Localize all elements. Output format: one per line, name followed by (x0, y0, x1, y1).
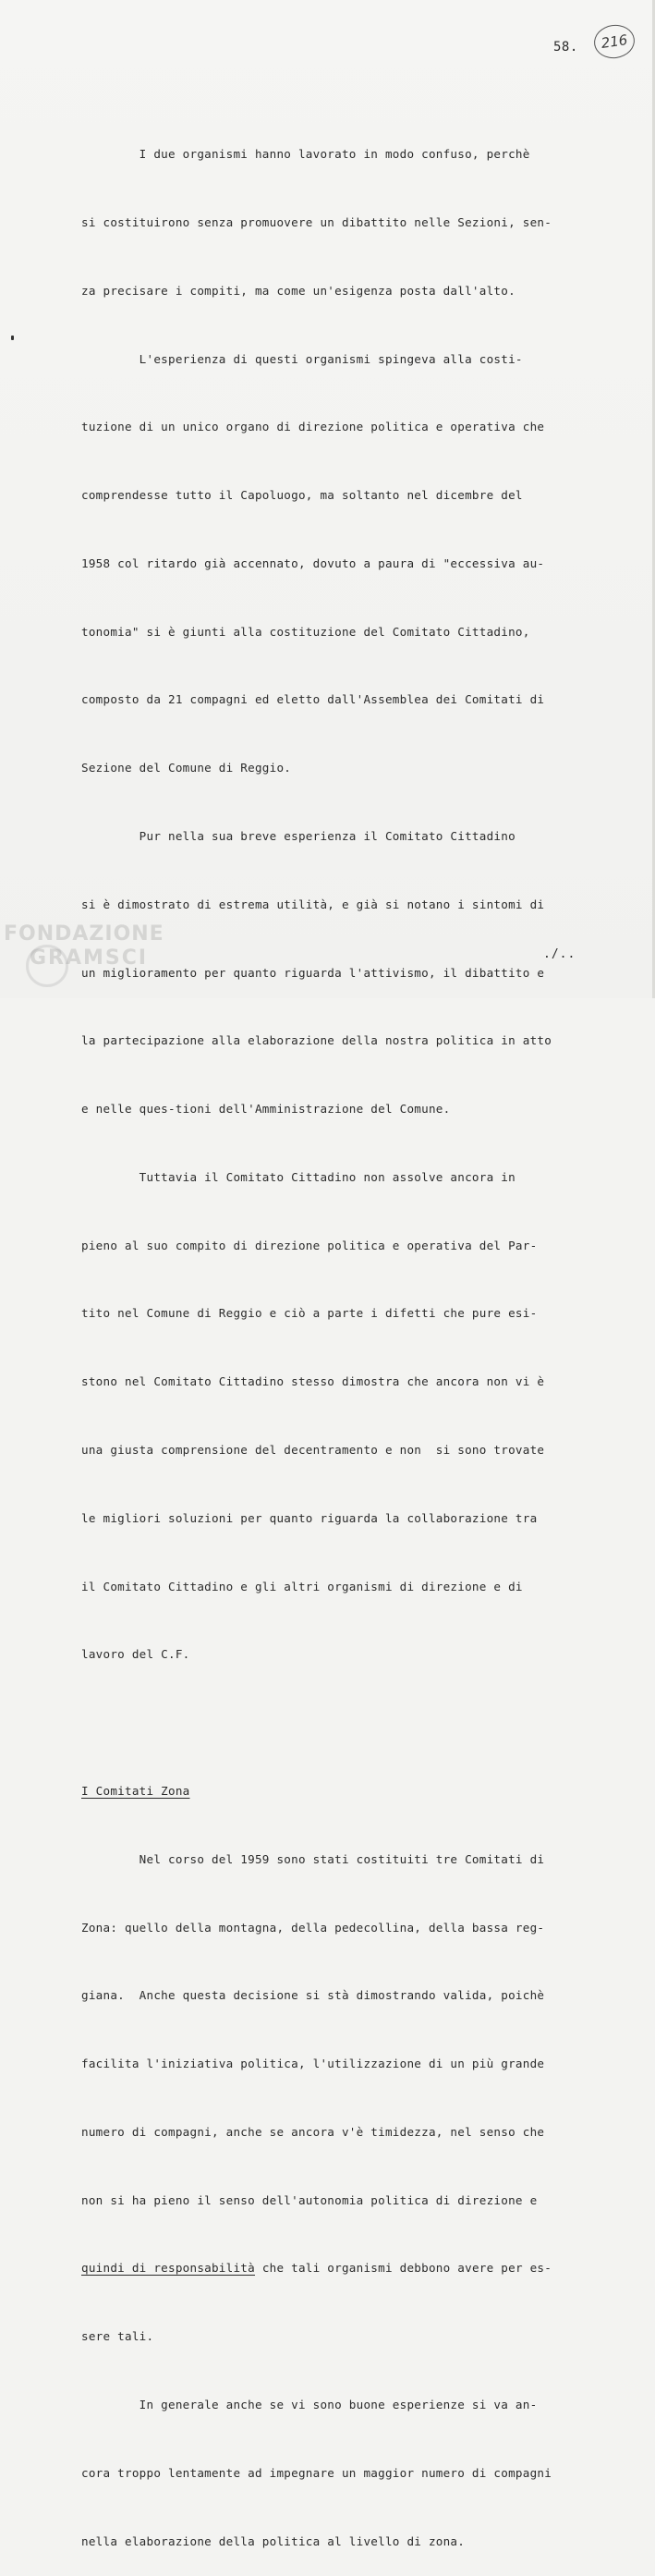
text-line-with-underline (81, 2257, 599, 2280)
archive-stamp: 216 (592, 22, 637, 61)
text-line: sere tali. (81, 2329, 154, 2344)
text-line: 1958 col ritardo già accennato, dovuto a paura di "eccessiva au- (81, 555, 545, 570)
margin-mark (11, 336, 14, 340)
watermark-line-2: GRAMSCI (30, 946, 149, 970)
text-line: non si ha pieno il senso dell'autonomia politica di direzione e (81, 2192, 538, 2207)
page-number: 58. (553, 40, 578, 55)
text-line: tuzione di un unico organo di direzione politica e operativa che (81, 420, 545, 434)
text-line: I due organismi hanno lavorato in modo confuso, perchè (81, 147, 530, 162)
text-line: giana. Anche questa decisione si stà dimostrando valida, poichè (81, 1988, 545, 2003)
paragraph-gap (81, 1712, 599, 1735)
text-line: Nel corso del 1959 sono stati costituiti tre Comitati di (81, 1851, 545, 1866)
text-line: cora troppo lentamente ad impegnare un maggior numero di compagni (81, 2465, 552, 2480)
text-line: Pur nella sua breve esperienza il Comitato Cittadino (81, 829, 516, 843)
text-line: comprendesse tutto il Capoluogo, ma soltanto nel dicembre del (81, 488, 523, 503)
text-line: composto da 21 compagni ed eletto dall'Assemblea dei Comitati di (81, 692, 545, 707)
text-line: stono nel Comitato Cittadino stesso dimostra che ancora non vi è (81, 1374, 545, 1389)
text-line: una giusta comprensione del decentramento e non si sono trovate (81, 1443, 545, 1458)
text-line: facilita l'iniziativa politica, l'utilizzazione di un più grande (81, 2057, 545, 2071)
text-line: un miglioramento per quanto riguarda l'attivismo, il dibattito e (81, 965, 545, 980)
underlined-phrase: quindi di responsabilità (81, 2261, 255, 2276)
text-line: pieno al suo compito di direzione politica e operativa del Par- (81, 1238, 538, 1252)
continuation-mark: ./.. (543, 947, 576, 961)
text-line: le migliori soluzioni per quanto riguarda la collaborazione tra (81, 1510, 538, 1525)
section-heading-line (81, 1780, 599, 1803)
text-line: Zona: quello della montagna, della pedecollina, della bassa reg- (81, 1920, 545, 1935)
text-line: e nelle ques-tioni dell'Amministrazione del Comune. (81, 1102, 451, 1117)
text-line: il Comitato Cittadino e gli altri organismi di direzione e di (81, 1579, 523, 1593)
text-line: nella elaborazione della politica al livello di zona. (81, 2533, 466, 2548)
text-line: Sezione del Comune di Reggio. (81, 761, 292, 775)
text-segment: che tali organismi debbono avere per es- (254, 2261, 552, 2276)
text-line: In generale anche se vi sono buone esperienze si va an- (81, 2397, 538, 2411)
text-line: la partecipazione alla elaborazione della nostra politica in atto (81, 1033, 552, 1048)
text-line: tito nel Comune di Reggio e ciò a parte i difetti che pure esi- (81, 1306, 538, 1321)
text-line: za precisare i compiti, ma come un'esigenza posta dall'alto. (81, 283, 516, 298)
text-line: Tuttavia il Comitato Cittadino non assolve ancora in (81, 1169, 516, 1184)
watermark-line-1: FONDAZIONE (4, 922, 164, 946)
text-line: si è dimostrato di estrema utilità, e già si notano i sintomi di (81, 897, 545, 911)
section-heading: I Comitati Zona (81, 1783, 190, 1798)
text-line: tonomia" si è giunti alla costituzione del Comitato Cittadino, (81, 624, 530, 639)
text-line: lavoro del C.F. (81, 1647, 190, 1662)
text-line: numero di compagni, anche se ancora v'è timidezza, nel senso che (81, 2124, 545, 2139)
watermark (4, 922, 164, 971)
text-line: si costituirono senza promuovere un dibattito nelle Sezioni, sen- (81, 214, 552, 229)
text-line: L'esperienza di questi organismi spingeva alla costi- (81, 351, 523, 366)
document-body (81, 98, 599, 2576)
